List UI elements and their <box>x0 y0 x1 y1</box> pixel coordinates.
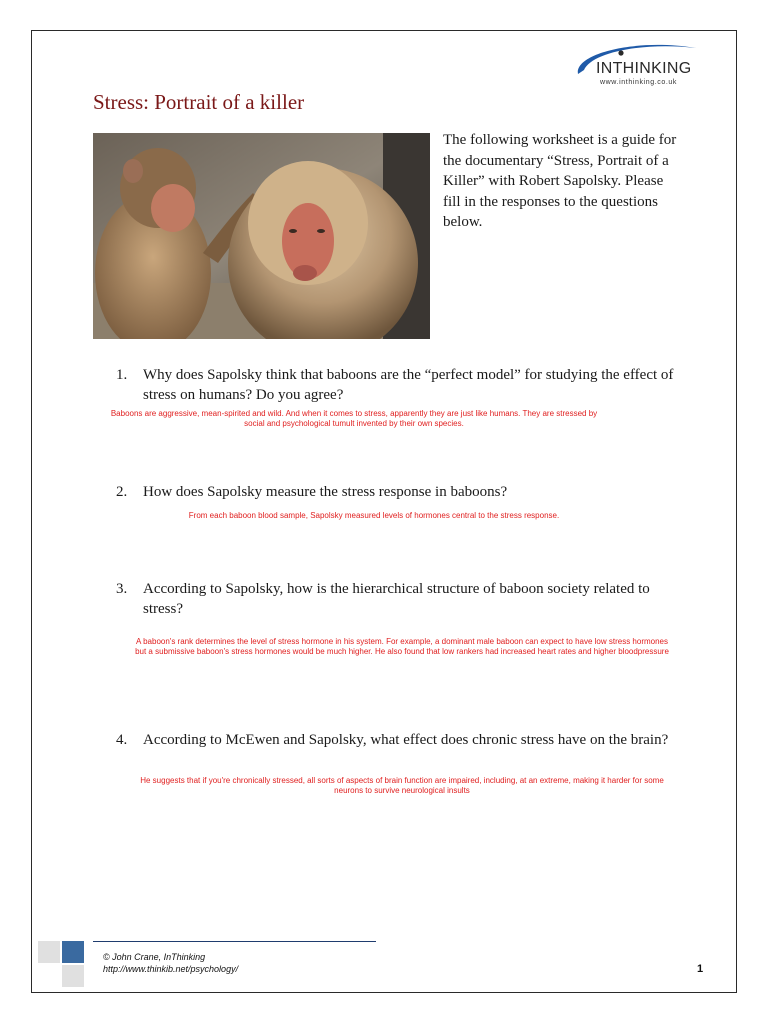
question-3 <box>116 579 676 619</box>
answer-1[interactable]: Baboons are aggressive, mean-spirited and wild. And when it comes to stress, apparently they are just like humans. They are stressed by social and psychological tumult invented by their own species. <box>110 409 598 428</box>
question-text: According to McEwen and Sapolsky, what effect does chronic stress have on the brain? <box>143 732 669 748</box>
answer-3[interactable]: A baboon's rank determines the level of stress hormone in his system. For example, a dominant male baboon can expect to have low stress hormones but a submissive baboon's stress hormones would be much higher. He also found that low rankers had increased heart rates and higher bloodpressure <box>135 637 669 656</box>
baboons-photo <box>93 133 430 339</box>
inthinking-logo[interactable] <box>574 40 698 90</box>
footer-credits <box>103 951 238 975</box>
question-number: 1. <box>116 367 128 383</box>
footer-grey-square <box>62 965 84 987</box>
question-number: 2. <box>116 484 128 500</box>
answer-2[interactable]: From each baboon blood sample, Sapolsky measured levels of hormones central to the stress response. <box>188 511 560 520</box>
footer-author: © John Crane, InThinking <box>103 952 206 962</box>
question-number: 4. <box>116 732 128 748</box>
question-2 <box>116 482 676 502</box>
page-number: 1 <box>697 963 704 975</box>
page-title: Stress: Portrait of a killer <box>93 90 305 114</box>
logo-url-text: www.inthinking.co.uk <box>600 79 677 86</box>
footer-grey-square <box>38 941 60 963</box>
question-text: Why does Sapolsky think that baboons are the “perfect model” for studying the effect of stress on humans? Do you agree? <box>143 367 674 403</box>
intro-paragraph: The following worksheet is a guide for the documentary “Stress, Portrait of a Killer” with Robert Sapolsky. Please fill in the responses to the questions below. <box>443 132 677 230</box>
question-1 <box>116 365 676 405</box>
footer-link[interactable]: http://www.thinkib.net/psychology/ <box>103 964 239 974</box>
question-text: How does Sapolsky measure the stress response in baboons? <box>143 484 508 500</box>
question-4 <box>116 730 676 750</box>
answer-4[interactable]: He suggests that if you're chronically stressed, all sorts of aspects of brain function are impaired, including, at an extreme, making it harder for some neurons to survive neurological insults <box>140 776 664 795</box>
question-number: 3. <box>116 581 128 597</box>
footer-divider <box>93 941 376 942</box>
logo-brand-text: INTHINKING <box>596 60 692 77</box>
footer-blue-square <box>62 941 84 963</box>
question-text: According to Sapolsky, how is the hierarchical structure of baboon society related to stress? <box>143 581 650 617</box>
